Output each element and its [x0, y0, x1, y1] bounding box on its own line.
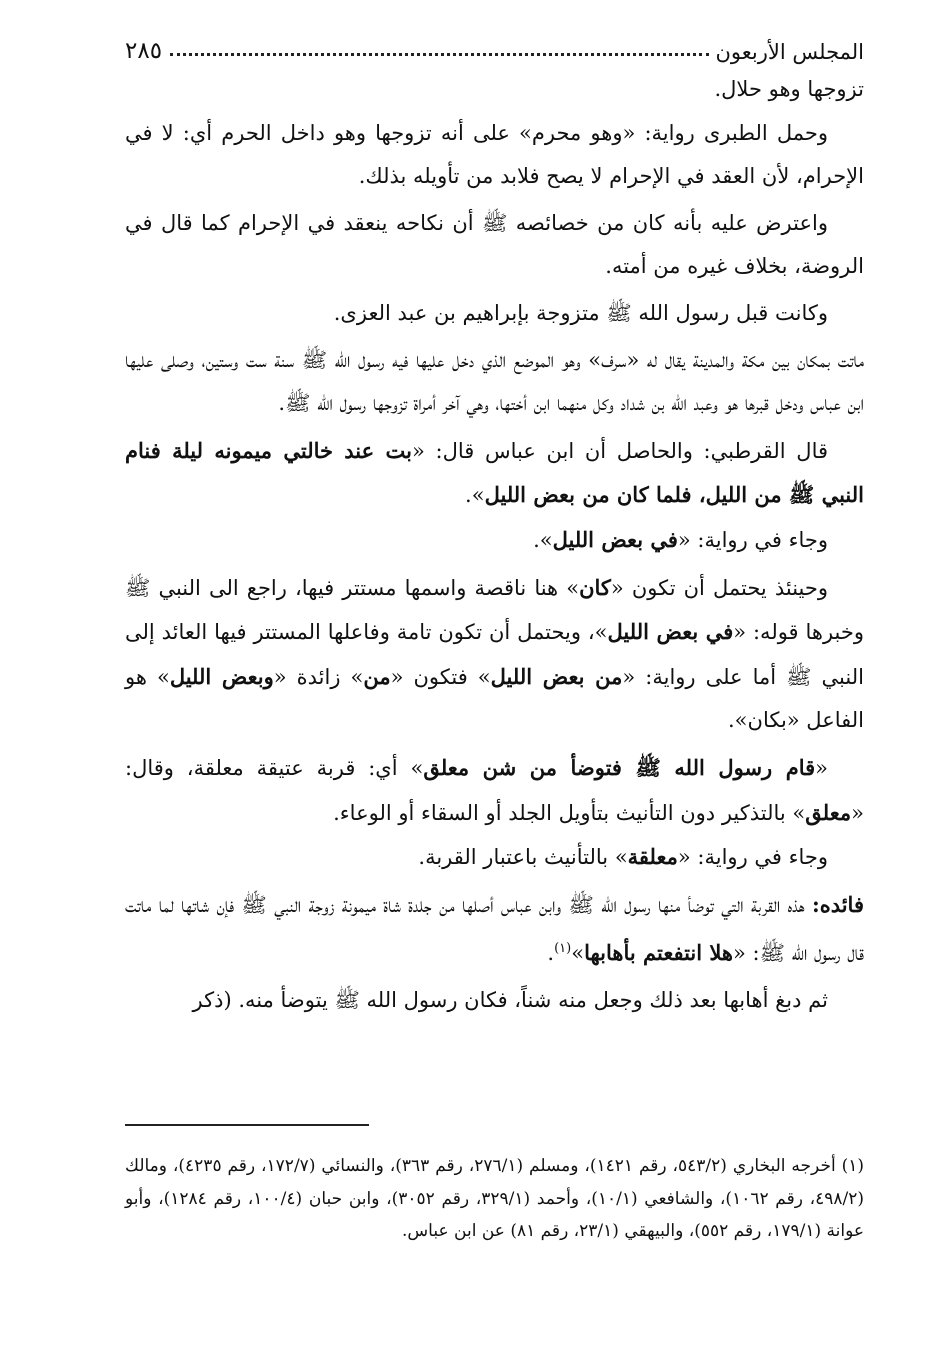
bold-quote: بت عند خالتي ميمونه ليلة فنام النبي ﷺ من الليل، فلما كان من بعض الليل	[125, 437, 864, 508]
text-run: » هنا ناقصة واسمها مستتر فيها، راجع الى النبي ﷺ وخبرها قوله: «	[125, 575, 864, 645]
text-run: قال القرطبي: والحاصل أن ابن عباس قال: «	[411, 438, 829, 463]
paragraph	[125, 979, 864, 1023]
page-number: ٢٨٥	[125, 38, 163, 64]
bold-quote: قام رسول الله ﷺ فتوضأ من شن معلق	[423, 754, 816, 780]
text-run: وحينئذ يحتمل أن تكون «	[610, 575, 828, 600]
footnote	[125, 1150, 864, 1248]
bold-quote: معلقة	[627, 844, 678, 870]
footnote-marker: (١)	[554, 941, 572, 957]
text-run: »، ويحتمل أن تكون تامة وفاعلها المستتر فيها العائد إلى النبي ﷺ أما على رواية: «	[125, 620, 864, 689]
text-run: ».	[533, 527, 553, 552]
text-run: » بالتذكير دون التأنيث بتأويل الجلد أو السقاء أو الوعاء.	[333, 800, 806, 825]
bold-quote: في بعض الليل	[607, 619, 734, 645]
text-run: وجاء في رواية: «	[677, 527, 828, 552]
paragraph	[125, 746, 864, 835]
text-run: هذه القربة التي توضأ منها رسول الله ﷺ وابن عباس أصلها من جلدة شاة ميمونة زوجة النبي ﷺ فإن شاتها لما ماتت قال رسول الله ﷺ: «	[125, 892, 864, 966]
bold-quote: معلق	[805, 799, 852, 825]
bold-quote: من	[363, 663, 391, 689]
text-run: ثم دبغ أهابها بعد ذلك وجعل منه شناً، فكان رسول الله ﷺ يتوضأ منه. (ذكر	[192, 987, 828, 1012]
text-run: »	[571, 941, 585, 966]
bold-quote: فائده:	[811, 891, 864, 917]
body-text	[125, 68, 864, 1022]
text-run: وجاء في رواية: «	[677, 845, 828, 870]
footnote-text: (١) أخرجه البخاري (٥٤٣/٢، رقم ١٤٢١)، ومسلم (٢٧٦/١، رقم ٣٦٣)، والنسائي (١٧٢/٧، رقم ٤٢٣٥)، ومالك (٤٩٨/٢، رقم ١٠٦٢)، والشافعي (١٠/١)، وأحمد (٣٢٩/١، رقم ٣٠٥٢)، وابن حبان (١٠٠/٤، رقم ١٢٨٤)، وأبو عوانة (١٧٩/١، رقم ٥٥٢)، والبيهقي (٢٣/١، رقم ٨١) عن ابن عباس.	[125, 1156, 864, 1241]
paragraph	[125, 292, 864, 336]
header-dotted-leader	[170, 53, 709, 56]
paragraph	[125, 339, 864, 426]
chapter-title: المجلس الأربعون	[715, 40, 864, 64]
text-run: » بالتأنيث باعتبار القربة.	[418, 845, 628, 870]
paragraph	[125, 112, 864, 199]
text-run: واعترض عليه بأنه كان من خصائصه ﷺ أن نكاحه ينعقد في الإحرام كما قال في الروضة، بخلاف غيره من أمته.	[125, 210, 864, 279]
text-run: » فتكون «	[390, 664, 491, 689]
bold-quote: وبعض الليل	[169, 663, 274, 689]
running-header	[125, 30, 864, 64]
paragraph	[125, 835, 864, 880]
text-run: » أي: قربة عتيقة معلقة، وقال: «	[125, 755, 864, 825]
paragraph	[125, 566, 864, 743]
paragraph	[125, 429, 864, 518]
paragraph	[125, 883, 864, 976]
paragraph	[125, 518, 864, 563]
bold-quote: كان	[579, 574, 611, 600]
text-run: » زائدة «	[273, 664, 364, 689]
text-run: » هو الفاعل «بكان».	[125, 664, 864, 733]
bold-quote: من بعض الليل	[490, 663, 623, 689]
text-run: وحمل الطبرى رواية: «وهو محرم» على أنه تزوجها وهو داخل الحرم أي: لا في الإحرام، لأن العقد في الإحرام لا يصح فلابد من تأويله بذلك.	[125, 120, 864, 189]
footnote-separator	[125, 1124, 369, 1126]
bold-quote: في بعض الليل	[552, 526, 678, 552]
text-run: تزوجها وهو حلال.	[714, 77, 864, 101]
text-run: «	[815, 755, 828, 780]
paragraph	[125, 202, 864, 289]
text-run: وكانت قبل رسول الله ﷺ متزوجة بإبراهيم بن عبد العزى.	[333, 300, 828, 325]
text-run: ».	[465, 483, 485, 508]
paragraph	[125, 68, 864, 112]
text-run: .	[547, 941, 555, 966]
text-run: ماتت بمكان بين مكة والمدينة يقال له «سرف» وهو الموضع الذي دخل عليها فيه رسول الله ﷺ سنة ست وستين، وصلى عليها ابن عباس ودخل قبرها هو وعبد الله بن شداد وكل منهما ابن أختها، وهي آخر أمراة تزوجها رسول الله ﷺ.	[125, 347, 864, 416]
bold-quote: هلا انتفعتم بأهابها	[584, 940, 734, 966]
